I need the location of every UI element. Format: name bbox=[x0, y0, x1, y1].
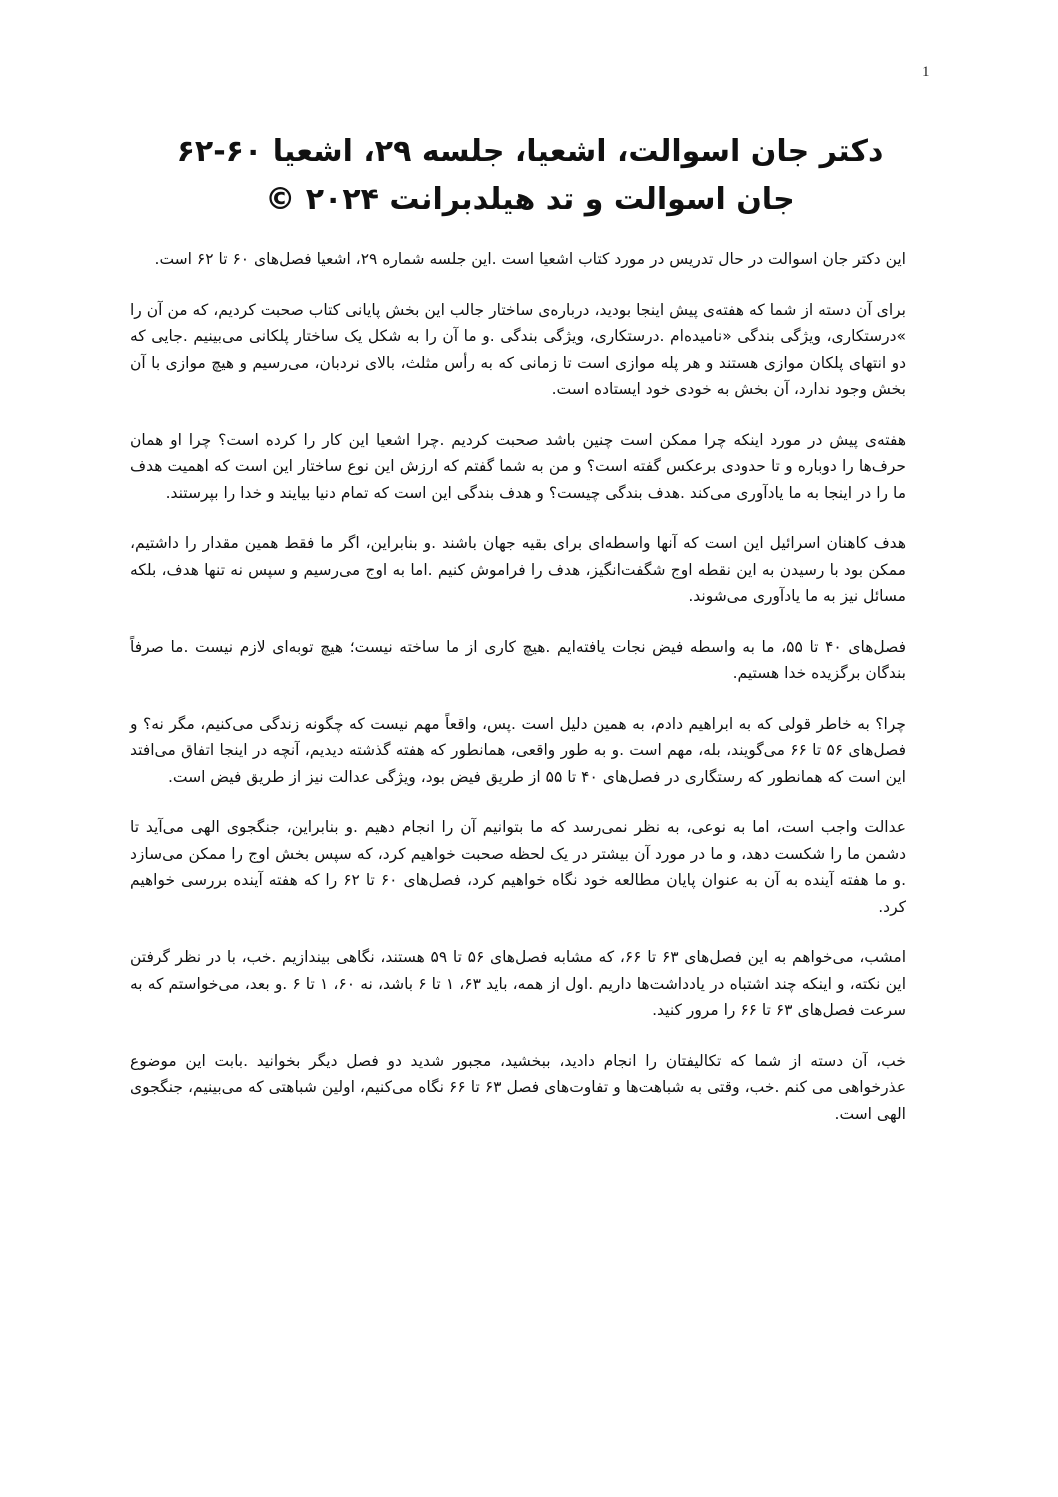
title-line-1: دکتر جان اسوالت، اشعیا، جلسه ۲۹، اشعیا ۶۰-۶۲ bbox=[176, 134, 884, 169]
paragraph-9: خب، آن دسته از شما که تکالیفتان را انجام دادید، ببخشید، مجبور شدید دو فصل دیگر بخوانید .بابت این موضوع عذرخواهی می کنم .خب، وقتی به شباهت‌ها و تفاوت‌های فصل ۶۳ تا ۶۶ نگاه می‌کنیم، اولین شباهتی که می‌بینیم، جنگجوی الهی است. bbox=[130, 1051, 907, 1123]
paragraph-3: هفته‌ی پیش در مورد اینکه چرا ممکن است چنین باشد صحبت کردیم .چرا اشعیا این کار را کرده است؟ چرا او همان حرف‌ها را دوباره و تا حدودی برعکس گفته است؟ و من به شما گفتم که ارزش این نوع ساختار این است که اهمیت هدف ما را در اینجا به ما یادآوری می‌کند .هدف بندگی چیست؟ و هدف بندگی این است که تمام دنیا بیایند و خدا را بپرستند. bbox=[130, 430, 906, 502]
paragraph-4: هدف کاهنان اسرائیل این است که آنها واسطه‌ای برای بقیه جهان باشند .و بنابراین، اگر ما فقط همین مقدار را داشتیم، ممکن بود با رسیدن به این نقطه اوج شگفت‌انگیز، هدف را فراموش کنیم .اما به اوج می‌رسیم و سپس نه تنها هدف، بلکه مسائل نیز به ما یادآوری می‌شوند. bbox=[130, 534, 906, 605]
document-body bbox=[130, 246, 906, 1151]
paragraph-5: فصل‌های ۴۰ تا ۵۵، ما به واسطه فیض نجات یافته‌ایم .هیچ کاری از ما ساخته نیست؛ هیچ توبه‌ای لازم نیست .ما صرفاً بندگان برگزیده خدا هستیم. bbox=[130, 637, 906, 682]
paragraph-6: چرا؟ به خاطر قولی که به ابراهیم دادم، به همین دلیل است .پس، واقعاً مهم نیست که چگونه زندگی می‌کنیم، مگر نه؟ و فصل‌های ۵۶ تا ۶۶ می‌گویند، بله، مهم است .و به طور واقعی، همانطور که هفته گذشته دیدیم، آنچه در اینجا اتفاق می‌افتد این است که همانطور که رستگاری در فصل‌های ۴۰ تا ۵۵ از طریق فیض بود، ویژگی عدالت نیز از طریق فیض است. bbox=[130, 714, 907, 786]
document-title bbox=[120, 128, 940, 224]
paragraph-2: برای آن دسته از شما که هفته‌ی پیش اینجا بودید، درباره‌ی ساختار جالب این بخش پایانی کتاب صحبت کردیم، که من آن را »درستکاری، ویژگی بندگی «نامیده‌ام .درستکاری، ویژگی بندگی .و ما آن را به شکل یک ساختار پلکانی می‌بینیم .جایی که دو انتهای پلکان موازی هستند و هر پله موازی است تا زمانی که به رأس مثلث، بالای نردبان، می‌رسیم و هیچ موازی با آن بخش وجود ندارد، آن بخش به خودی خود ایستاده است. bbox=[130, 300, 906, 398]
paragraph-7: عدالت واجب است، اما به نوعی، به نظر نمی‌رسد که ما بتوانیم آن را انجام دهیم .و بنابراین، جنگجوی الهی می‌آید تا دشمن ما را شکست دهد، و ما در مورد آن بیشتر در یک لحظه صحبت خواهیم کرد، که سپس بخش اوج را ممکن می‌سازد .و ما هفته آینده به آن به عنوان پایان مطالعه خود نگاه خواهیم کرد، فصل‌های ۶۰ تا ۶۲ را که هفته آینده بررسی خواهیم کرد. bbox=[130, 818, 907, 916]
title-line-2: جان اسوالت و تد هیلدبرانت ۲۰۲۴ © bbox=[265, 182, 795, 217]
paragraph-8: امشب، می‌خواهم به این فصل‌های ۶۳ تا ۶۶، که مشابه فصل‌های ۵۶ تا ۵۹ هستند، نگاهی بیندازیم .خب، با در نظر گرفتن این نکته، و اینکه چند اشتباه در یادداشت‌ها داریم .اول از همه، باید ۶۳، ۱ تا ۶ باشد، نه ۶۰، ۱ تا ۶ .و بعد، می‌خواستم که به سرعت فصل‌های ۶۳ تا ۶۶ را مرور کنید. bbox=[130, 948, 907, 1019]
paragraph-1: این دکتر جان اسوالت در حال تدریس در مورد کتاب اشعیا است .این جلسه شماره ۲۹، اشعیا فصل‌های ۶۰ تا ۶۲ است. bbox=[154, 250, 906, 268]
page-number: 1 bbox=[922, 64, 930, 80]
